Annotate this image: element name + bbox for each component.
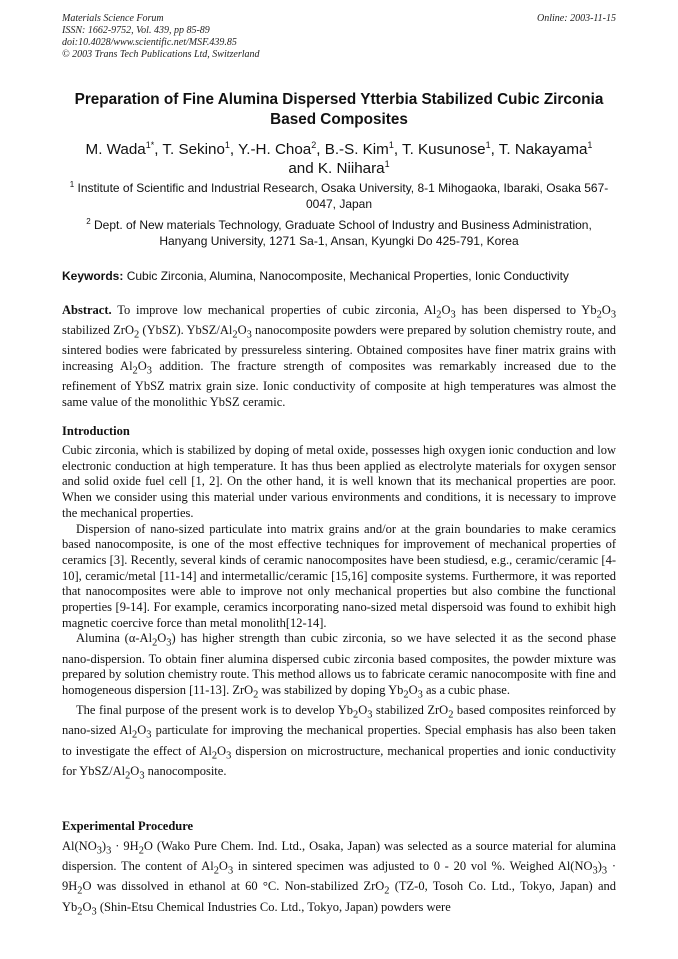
- author-marker: 2: [311, 139, 317, 150]
- subscript: 3: [450, 309, 456, 321]
- keywords: [62, 268, 622, 284]
- subscript: 3: [146, 729, 152, 741]
- text-run: Alumina (α-Al: [76, 631, 153, 646]
- text-run: O: [217, 743, 227, 758]
- subscript: 2: [211, 750, 218, 762]
- author-marker: 1: [485, 139, 491, 150]
- text-run: O: [157, 631, 167, 646]
- text-run: in sintered specimen was adjusted to 0 - 20 vol %. Weighed Al(NO: [233, 859, 593, 874]
- affiliation-2: [62, 217, 616, 249]
- subscript: 2: [253, 689, 259, 701]
- abstract-text: O: [441, 303, 451, 317]
- subscript: 3: [417, 689, 423, 701]
- subscript: 2: [133, 329, 140, 341]
- subscript: 3: [96, 845, 102, 857]
- author-marker: 1: [224, 139, 230, 150]
- author-marker: 1: [388, 139, 394, 150]
- text-run: O (Wako Pure Chem. Ind. Ltd., Osaka, Japan) was selected as a source material for alumina dispersion. The content of Al: [62, 839, 616, 874]
- author-name: , T. Kusunose: [393, 141, 486, 158]
- paragraph: [62, 631, 616, 703]
- abstract-text: has been dispersed to Yb: [455, 303, 597, 317]
- subscript: 3: [610, 309, 617, 321]
- subscript: 3: [106, 845, 112, 857]
- experimental-body: [62, 839, 616, 920]
- subscript: 2: [152, 637, 158, 649]
- text-run: stabilized ZrO: [372, 703, 449, 718]
- journal-header: [62, 13, 616, 61]
- doi-line: doi:10.4028/www.scientific.net/MSF.439.85: [62, 37, 237, 48]
- text-run: O: [82, 899, 92, 914]
- subscript: 2: [132, 365, 138, 377]
- keywords-label: Keywords:: [62, 269, 124, 283]
- author-marker: 1: [384, 158, 390, 169]
- text-run: ): [101, 839, 107, 853]
- author-marker: 1: [587, 139, 593, 150]
- subscript: 2: [77, 885, 83, 897]
- introduction-heading: Introduction: [62, 424, 130, 438]
- subscript: 2: [77, 906, 83, 918]
- text-run: as a cubic phase.: [422, 683, 510, 698]
- affiliation-marker: 2: [86, 217, 91, 226]
- subscript: 2: [352, 709, 359, 721]
- affiliation-text: Dept. of New materials Technology, Graduate School of Industry and Business Administration, Hanyang University, 1271 Sa-1, Ansan, Kyungki Do 425-791, Korea: [93, 218, 592, 248]
- author-name: , T. Sekino: [154, 141, 225, 158]
- abstract-text: (YbSZ). YbSZ/Al: [139, 323, 233, 338]
- text-run: ) has higher strength than cubic zirconia, so we have selected it as the second phase nano-dispersion. To obtain finer alumina dispersed cubic zirconia based composites, the powder mixture was prepared by solution chemistry route. This method allows us to fabricate ceramic nanocomposite with fine and homogeneous dispersion [11-13]. ZrO: [62, 631, 616, 698]
- subscript: 2: [213, 865, 219, 877]
- text-run: (Shin-Etsu Chemical Industries Co. Ltd., Tokyo, Japan) powders were: [96, 899, 451, 914]
- abstract-text: O: [237, 323, 247, 338]
- author-name: and K. Niihara: [288, 160, 385, 177]
- subscript: 3: [592, 865, 598, 877]
- author-marker: 1*: [145, 139, 155, 150]
- subscript: 3: [601, 865, 608, 877]
- text-run: particulate for improving the mechanical properties. Special emphasis has also been taken to investigate the effect of Al: [62, 723, 616, 758]
- author-name: , Y.-H. Choa: [229, 141, 312, 158]
- text-run: (TZ-0, Tosoh Co. Ltd., Tokyo, Japan) and Yb: [62, 879, 616, 914]
- experimental-heading: Experimental Procedure: [62, 819, 194, 833]
- subscript: 2: [125, 770, 131, 782]
- subscript: 2: [436, 309, 442, 321]
- journal-name: Materials Science Forum: [62, 13, 164, 24]
- affiliation-text: Institute of Scientific and Industrial Research, Osaka University, 8-1 Mihogaoka, Ibaraki, Osaka 567-0047, Japan: [77, 181, 609, 211]
- paragraph: Cubic zirconia, which is stabilized by doping of metal oxide, possesses high oxygen ionic conduction and low electronic conduction at high temperature. It has thus been applied as electrolyte materials for oxygen sensor and solid oxide fuel cell [1, 2]. On the other hand, it is well known that its mechanical properties are poor. When we consider using this material under various environments and conditions, it is necessary to improve the mechanical properties.: [62, 443, 616, 520]
- copyright-line: © 2003 Trans Tech Publications Ltd, Switzerland: [62, 49, 260, 60]
- subscript: 3: [91, 906, 97, 918]
- subscript: 2: [132, 729, 138, 741]
- text-run: O: [218, 859, 228, 874]
- subscript: 2: [403, 689, 409, 701]
- subscript: 2: [384, 885, 390, 897]
- author-name: M. Wada: [85, 141, 146, 158]
- text-run: · 9H: [62, 859, 617, 894]
- keywords-text: Cubic Zirconia, Alumina, Nanocomposite, Mechanical Properties, Ionic Conductivity: [126, 269, 569, 283]
- text-run: O was dissolved in ethanol at 60 °C. Non-stabilized ZrO: [82, 879, 385, 894]
- online-date: Online: 2003-11-15: [537, 13, 616, 24]
- author-list: [50, 140, 628, 178]
- abstract-label: Abstract.: [62, 303, 112, 317]
- abstract-text: addition. The fracture strength of composites was remarkably increased due to the refinement of YbSZ matrix grain size. Ionic conductivity of composite at high temperatures was almost the same value of the monolithic YbSZ ceramic.: [62, 359, 616, 410]
- text-run: nanocomposite.: [144, 763, 227, 778]
- subscript: 3: [246, 329, 252, 341]
- text-run: Al(NO: [62, 839, 97, 853]
- subscript: 2: [232, 329, 238, 341]
- paper-title: Preparation of Fine Alumina Dispersed Ytterbia Stabilized Cubic Zirconia Based Composites: [74, 91, 604, 128]
- subscript: 2: [448, 709, 454, 721]
- introduction-body: [62, 443, 616, 784]
- abstract-text: stabilized ZrO: [62, 323, 134, 338]
- author-name: , T. Nakayama: [490, 141, 588, 158]
- text-run: · 9H: [111, 839, 139, 853]
- subscript: 3: [146, 365, 152, 377]
- abstract-text: To improve low mechanical properties of cubic zirconia, Al: [117, 303, 437, 317]
- subscript: 3: [226, 750, 232, 762]
- abstract-text: O: [601, 303, 611, 317]
- subscript: 3: [139, 770, 145, 782]
- text-run: The final purpose of the present work is to develop Yb: [76, 703, 353, 718]
- text-run: O: [408, 683, 418, 698]
- affiliation-marker: 1: [69, 180, 75, 189]
- subscript: 2: [138, 845, 144, 857]
- affiliation-1: [62, 180, 616, 212]
- text-run: O: [137, 723, 147, 738]
- text-run: O: [358, 703, 368, 718]
- subscript: 3: [227, 865, 234, 877]
- subscript: 2: [596, 309, 602, 321]
- paragraph: [62, 703, 616, 784]
- paragraph: [62, 839, 616, 920]
- text-run: dispersion on microstructure, mechanical properties and ionic conductivity for YbSZ/Al: [62, 743, 616, 778]
- subscript: 3: [367, 709, 373, 721]
- paragraph: Dispersion of nano-sized particulate into matrix grains and/or at the grain boundaries to make ceramics based nanocomposite, is one of the most effective techniques for improvement of mechanical properties of ceramics [3]. Recently, several kinds of ceramic nanocomposites have been studiesd, e.g., ceramic/ceramic [4-10], ceramic/metal [11-14] and intermetallic/ceramic [15,16] composite systems. Furthermore, it was reported that nanocomposites were able to improve not only mechanical properties but also combine the functional properties [9-14]. For example, ceramics incorporating nano-sized metal dispersoid was found to exhibit high magnetic coercive force than metal monolith[12-14].: [62, 521, 616, 630]
- text-run: based composites reinforced by nano-sized Al: [62, 703, 617, 738]
- author-name: , B.-S. Kim: [316, 141, 389, 158]
- text-run: ): [597, 859, 602, 874]
- abstract-text: O: [137, 359, 147, 374]
- abstract: [62, 303, 616, 411]
- text-run: O: [130, 763, 140, 778]
- subscript: 3: [166, 637, 172, 649]
- text-run: was stabilized by doping Yb: [258, 683, 404, 698]
- abstract-text: nanocomposite powders were prepared by solution chemistry route, and sintered bodies were fabricated by pressureless sintering. Obtained composites have finer matrix grains with increasing Al: [62, 323, 616, 374]
- issn-line: ISSN: 1662-9752, Vol. 439, pp 85-89: [62, 25, 210, 36]
